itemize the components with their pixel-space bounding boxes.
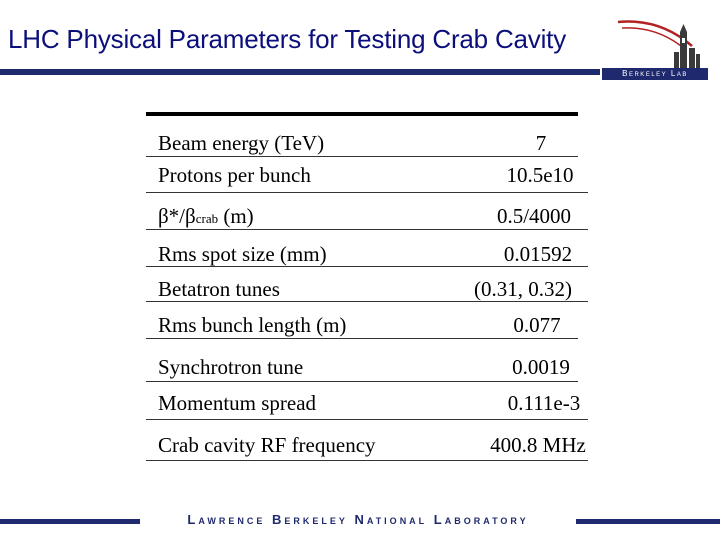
row-divider xyxy=(146,419,588,420)
row-divider xyxy=(146,338,578,339)
param-label-momentum-spread: Momentum spread xyxy=(158,391,317,415)
row-divider xyxy=(146,156,578,157)
berkeley-lab-logo-icon xyxy=(600,18,710,70)
table-top-rule xyxy=(146,112,578,116)
beta-unit: (m) xyxy=(218,204,254,228)
param-label-rf-frequency: Crab cavity RF frequency xyxy=(158,433,376,457)
row-divider xyxy=(146,381,578,382)
param-value-momentum-spread: 0.111e-3 xyxy=(507,391,581,415)
param-value-rms-spot-size: 0.01592 xyxy=(503,242,573,266)
footer-lab-name: Lawrence Berkeley National Laboratory xyxy=(187,512,529,527)
footer-rule-left xyxy=(0,519,140,524)
row-divider xyxy=(146,460,588,461)
row-divider xyxy=(146,266,588,267)
beta-crab-subscript: crab xyxy=(195,211,219,226)
param-label-rms-bunch-length: Rms bunch length (m) xyxy=(158,313,347,337)
param-value-beta-star: 0.5/4000 xyxy=(496,204,572,228)
slide-title: LHC Physical Parameters for Testing Crab Cavity xyxy=(8,24,566,54)
berkeley-lab-badge: Berkeley Lab xyxy=(602,68,708,80)
param-label-betatron-tunes: Betatron tunes xyxy=(158,277,280,301)
param-label-synchrotron-tune: Synchrotron tune xyxy=(158,355,304,379)
title-divider xyxy=(0,69,600,75)
beta-symbol: β*/β xyxy=(158,204,196,228)
param-value-betatron-tunes: (0.31, 0.32) xyxy=(474,277,572,301)
param-value-rms-bunch-length: 0.077 xyxy=(513,313,561,337)
row-divider xyxy=(146,192,588,193)
row-divider xyxy=(146,301,588,302)
param-label-beta-star xyxy=(158,204,254,231)
param-value-protons-per-bunch: 10.5e10 xyxy=(506,163,574,187)
row-divider xyxy=(146,229,588,230)
param-value-synchrotron-tune: 0.0019 xyxy=(512,355,570,379)
param-value-beam-energy: 7 xyxy=(535,131,547,155)
param-label-protons-per-bunch: Protons per bunch xyxy=(158,163,311,187)
param-label-beam-energy: Beam energy (TeV) xyxy=(158,131,325,155)
param-label-rms-spot-size: Rms spot size (mm) xyxy=(158,242,327,266)
footer-rule-right xyxy=(576,519,720,524)
param-value-rf-frequency: 400.8 MHz xyxy=(490,433,586,457)
